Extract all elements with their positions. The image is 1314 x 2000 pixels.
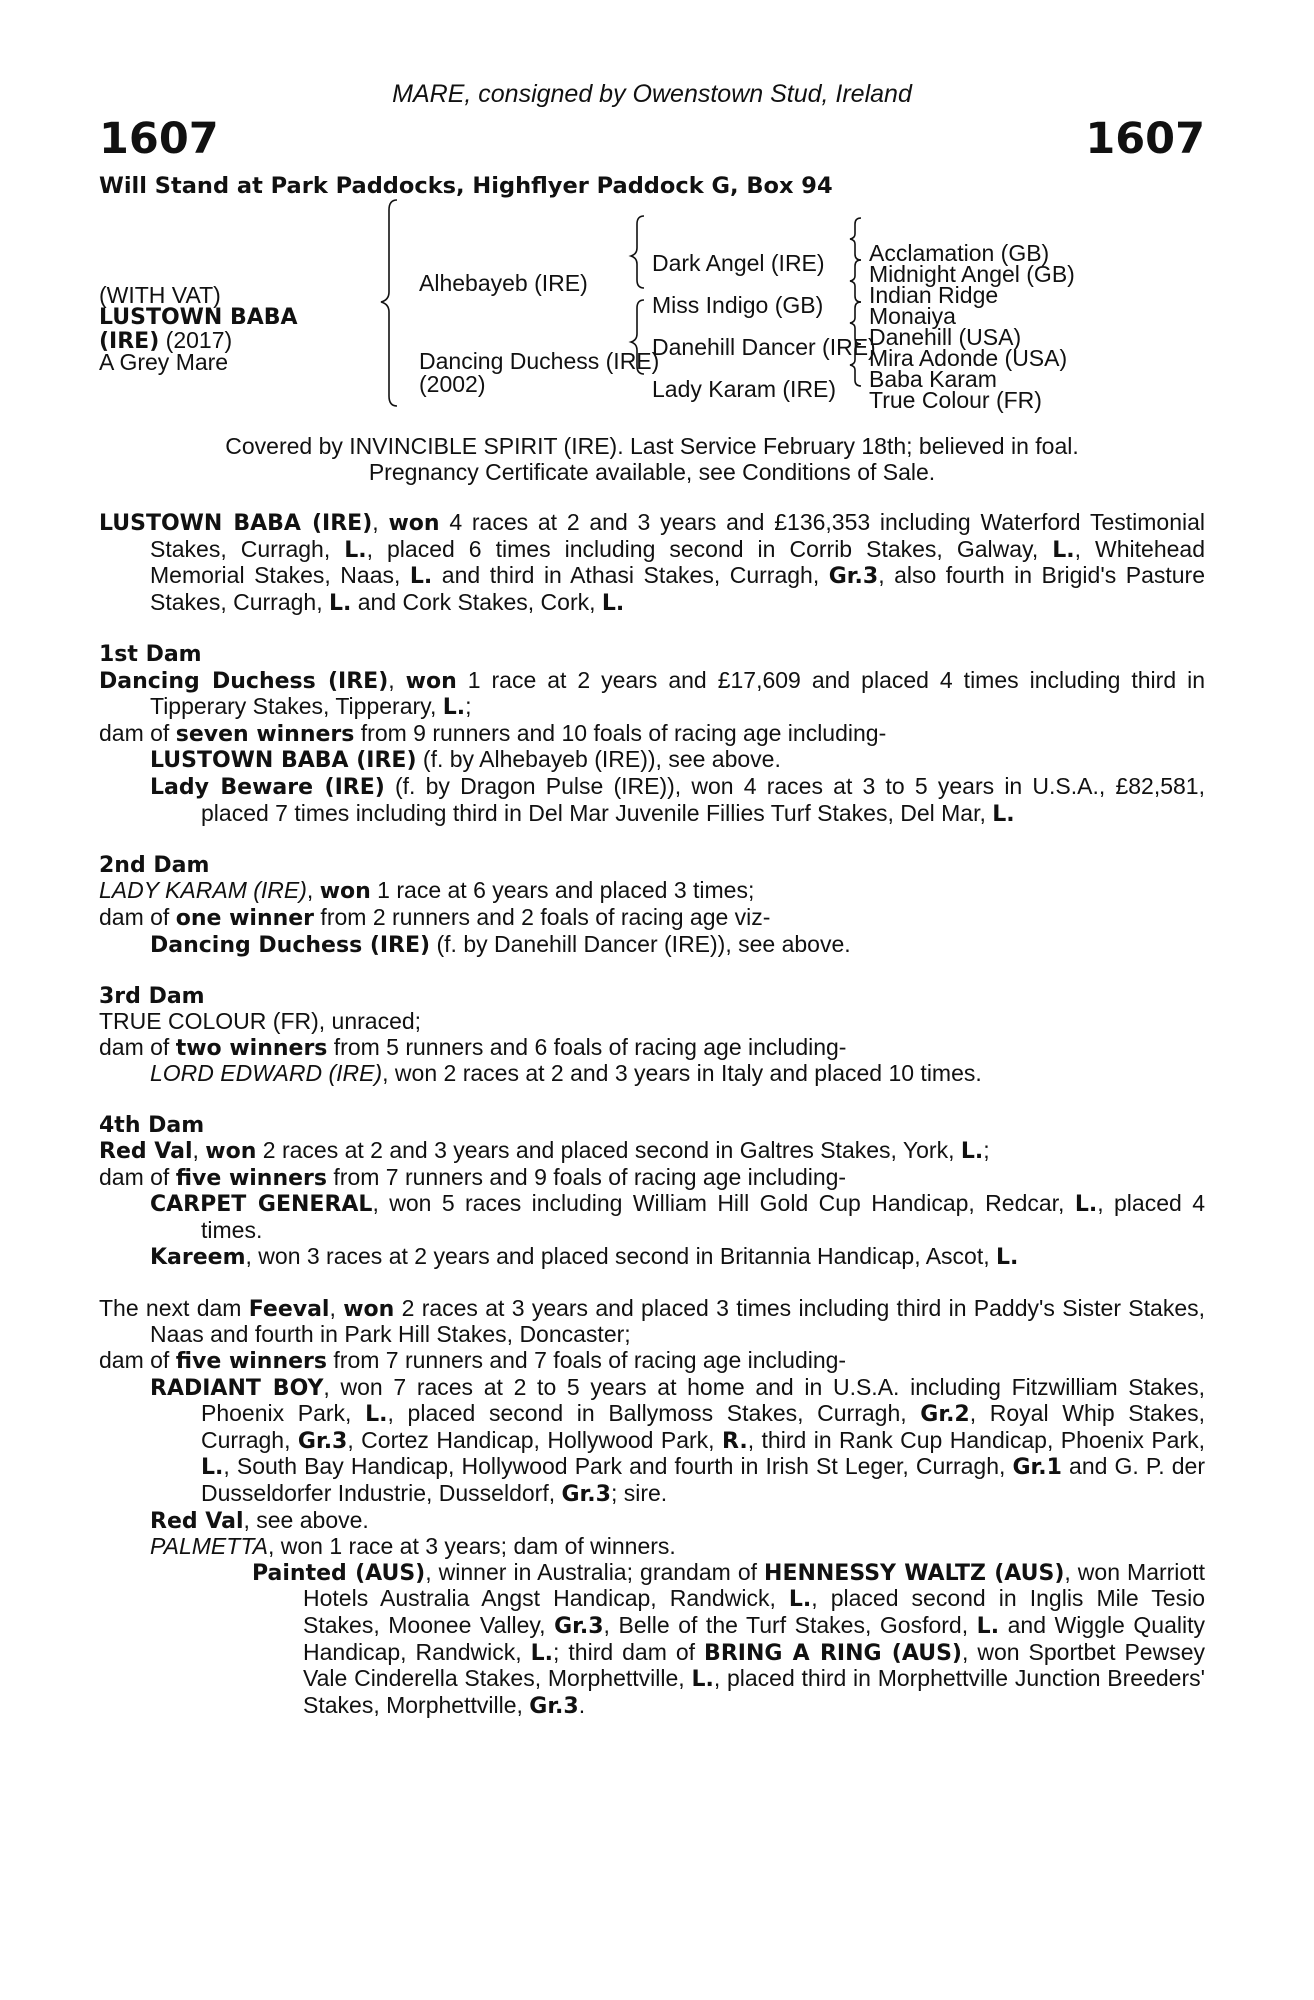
second-dam-produce: dam of one winner from 2 runners and 2 foals of racing age viz-	[99, 903, 771, 931]
ggdam-3: Mira Adonde (USA)	[869, 345, 1068, 371]
sire-sire: Dark Angel (IRE)	[652, 250, 825, 276]
stand-location: Will Stand at Park Paddocks, Highflyer Paddock G, Box 94	[99, 173, 833, 199]
first-dam-heading: 1st Dam	[99, 641, 202, 667]
sire-dam: Miss Indigo (GB)	[652, 292, 824, 318]
ggsire-3: Danehill (USA)	[869, 324, 1022, 350]
third-dam-record: TRUE COLOUR (FR), unraced;	[99, 1008, 422, 1035]
vat-label: (WITH VAT)	[99, 282, 221, 308]
produce-item: CARPET GENERAL, won 5 races including William Hill Gold Cup Handicap, Redcar, L., placed 4 times.	[150, 1190, 1205, 1244]
ggdam-2: Monaiya	[869, 303, 956, 329]
consignment-line: MARE, consigned by Owenstown Stud, Ireland	[392, 80, 912, 108]
race-record: LUSTOWN BABA (IRE), won 4 races at 2 and 3 years and £136,353 including Waterford Testimonial Stakes, Curragh, L., placed 6 times including second in Corrib Stakes, Galway, L., Whitehead Memorial Stakes, Naas, L. and third in Athasi Stakes, Curragh, Gr.3, also fourth in Brigid's Pasture Stakes, Curragh, L. and Cork Stakes, Cork, L.	[99, 509, 1206, 616]
second-dam-record: LADY KARAM (IRE), won 1 race at 6 years and placed 3 times;	[99, 877, 755, 905]
lot-number-right: 1607	[1085, 114, 1205, 164]
produce-item: LUSTOWN BABA (IRE) (f. by Alhebayeb (IRE)), see above.	[150, 746, 781, 774]
ggsire-4: Baba Karam	[869, 366, 997, 392]
ggdam-4: True Colour (FR)	[869, 387, 1042, 413]
catalogue-body	[99, 510, 1205, 1719]
dam-year: (2002)	[419, 371, 486, 397]
produce-item: RADIANT BOY, won 7 races at 2 to 5 years at home and in U.S.A. including Fitzwilliam Stakes, Phoenix Park, L., placed second in Ballymoss Stakes, Curragh, Gr.2, Royal Whip Stakes, Curragh, Gr.3, Cortez Handicap, Hollywood Park, R., third in Rank Cup Handicap, Phoenix Park, L., South Bay Handicap, Hollywood Park and fourth in Irish St Leger, Curragh, Gr.1 and G. P. der Dusseldorfer Industrie, Dusseldorf, Gr.3; sire.	[150, 1373, 1206, 1507]
grand-produce-item: Painted (AUS), winner in Australia; grandam of HENNESSY WALTZ (AUS), won Marriott Hotels Australia Angst Handicap, Randwick, L., placed second in Inglis Mile Tesio Stakes, Moonee Valley, Gr.3, Belle of the Turf Stakes, Gosford, L. and Wiggle Quality Handicap, Randwick, L.; third dam of BRING A RING (AUS), won Sportbet Pewsey Vale Cinderella Stakes, Morphettville, L., placed third in Morphettville Junction Breeders' Stakes, Morphettville, Gr.3.	[252, 1558, 1205, 1719]
pedigree-table	[99, 202, 1219, 432]
dam: Dancing Duchess (IRE)	[419, 348, 660, 374]
horse-origin-year: (IRE) (2017)	[99, 327, 233, 354]
second-dam-heading: 2nd Dam	[99, 852, 210, 878]
third-dam-heading: 3rd Dam	[99, 983, 205, 1009]
dam-sire: Danehill Dancer (IRE)	[652, 334, 876, 360]
horse-description: A Grey Mare	[99, 349, 229, 375]
covering-note: Covered by INVINCIBLE SPIRIT (IRE). Last Service February 18th; believed in foal. Pregnancy Certificate available, see Conditions of Sale.	[225, 433, 1079, 485]
sire: Alhebayeb (IRE)	[419, 270, 588, 296]
produce-item: Dancing Duchess (IRE) (f. by Danehill Dancer (IRE)), see above.	[150, 930, 851, 958]
produce-item: Kareem, won 3 races at 2 years and placed second in Britannia Handicap, Ascot, L.	[150, 1242, 1019, 1270]
horse-name: LUSTOWN BABA	[99, 305, 298, 330]
ggdam-1: Midnight Angel (GB)	[869, 261, 1075, 287]
dam-dam: Lady Karam (IRE)	[652, 376, 837, 402]
next-dam-produce: dam of five winners from 7 runners and 7 foals of racing age including-	[99, 1347, 847, 1374]
fourth-dam-produce: dam of five winners from 7 runners and 9 foals of racing age including-	[99, 1163, 847, 1191]
produce-item: PALMETTA, won 1 race at 3 years; dam of winners.	[150, 1533, 676, 1560]
produce-item: LORD EDWARD (IRE), won 2 races at 2 and 3 years in Italy and placed 10 times.	[150, 1060, 982, 1087]
first-dam-record: Dancing Duchess (IRE), won 1 race at 2 years and £17,609 and placed 4 times including third in Tipperary Stakes, Tipperary, L.;	[99, 666, 1205, 721]
produce-item: Lady Beware (IRE) (f. by Dragon Pulse (IRE)), won 4 races at 3 to 5 years in U.S.A., £82,581, placed 7 times including third in Del Mar Juvenile Fillies Turf Stakes, Del Mar, L.	[150, 772, 1205, 827]
next-dam-record: The next dam Feeval, won 2 races at 3 years and placed 3 times including third in Paddy's Sister Stakes, Naas and fourth in Park Hill Stakes, Doncaster;	[99, 1294, 1206, 1348]
first-dam-produce: dam of seven winners from 9 runners and 10 foals of racing age including-	[99, 719, 887, 747]
fourth-dam-record: Red Val, won 2 races at 2 and 3 years and placed second in Galtres Stakes, York, L.;	[99, 1137, 990, 1165]
ggsire-1: Acclamation (GB)	[869, 240, 1050, 266]
third-dam-produce: dam of two winners from 5 runners and 6 foals of racing age including-	[99, 1033, 847, 1061]
ggsire-2: Indian Ridge	[869, 282, 999, 308]
produce-item: Red Val, see above.	[150, 1506, 369, 1534]
fourth-dam-heading: 4th Dam	[99, 1112, 205, 1138]
lot-number-left: 1607	[99, 114, 219, 164]
